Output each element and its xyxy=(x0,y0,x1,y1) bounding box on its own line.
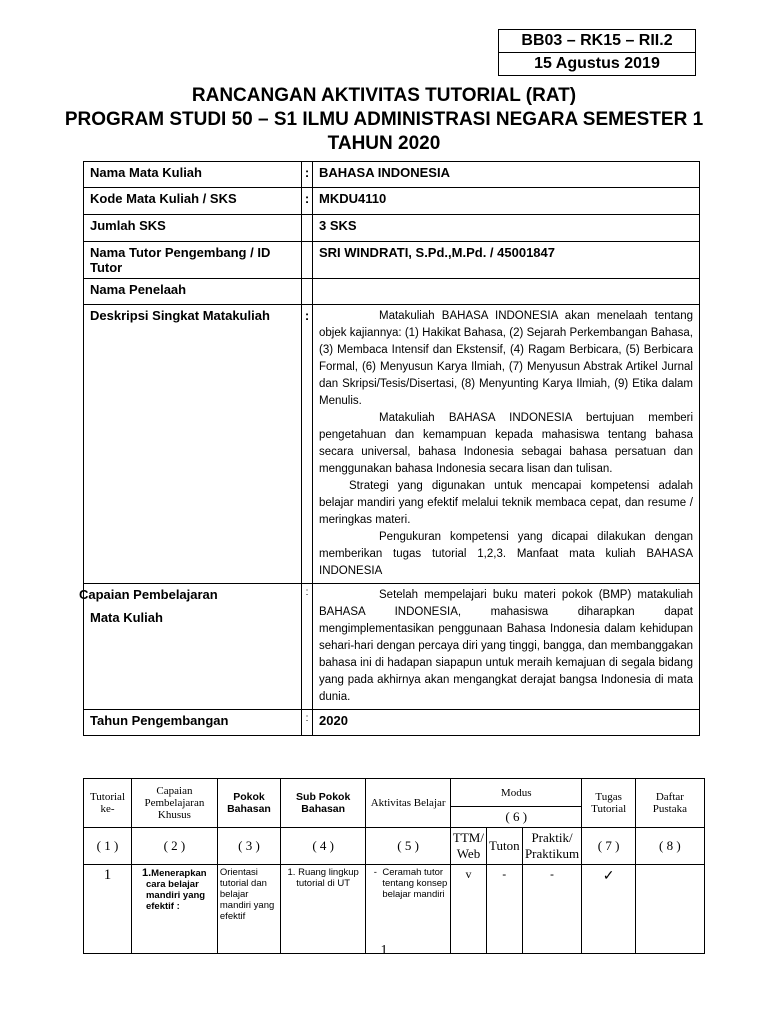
header-tutorial: Tutorial ke- xyxy=(84,779,132,828)
deskripsi-paragraph-4: Pengukuran kompetensi yang dicapai dilakukan dengan memberikan tugas tutorial 1,2,3. Manfaat mata kuliah BAHASA INDONESIA xyxy=(319,531,693,577)
row-kode xyxy=(84,188,700,215)
capaian-paragraph: Setelah mempelajari buku materi pokok (BMP) matakuliah BAHASA INDONESIA, mahasiswa diharapkan dapat mengimplementasikan penggunaan Bahasa Indonesia dalam kehidupan sehari-hari dengan percaya diri yang tinggi, bangga, dan membanggakan bahasa ini di hadapan siapapun untuk meraih kemajuan di segala bidang yang pada akhirnya akan mengangkat derajat bangsa Indonesia di mata dunia. xyxy=(319,589,693,703)
checkmark-icon: ✓ xyxy=(582,865,635,954)
colon: : xyxy=(302,162,313,188)
row-tahun xyxy=(84,710,700,736)
header-daftar: Daftar Pustaka xyxy=(635,779,704,828)
number-row xyxy=(84,828,705,865)
col-number-4: ( 4 ) xyxy=(281,828,366,865)
tutor-value: SRI WINDRATI, S.Pd.,M.Pd. / 45001847 xyxy=(313,242,700,279)
deskripsi-paragraph-3: Strategi yang digunakan untuk mencapai kompetensi adalah belajar mandiri yang efektif melalui teknik membaca cepat, dan resume / meringkas materi. xyxy=(319,480,693,526)
row-praktik: - xyxy=(522,865,582,954)
colon: : xyxy=(302,305,313,584)
row-capaian-text xyxy=(134,867,215,912)
header-capaian: Capaian Pembelajaran Khusus xyxy=(131,779,217,828)
header-tugas: Tugas Tutorial xyxy=(582,779,635,828)
row-capaian-number: 1. xyxy=(141,867,152,879)
tutorial-activity-table xyxy=(83,778,705,954)
deskripsi-paragraph-2: Matakuliah BAHASA INDONESIA bertujuan memberi pengetahuan dan kemampuan kepada mahasiswa tentang bahasa secara universal, bahasa Indonesia sebagai bahasa persatuan dan menggunakan bahasa Indonesia secara lisan dan tulisan. xyxy=(319,412,693,475)
capaian-label xyxy=(79,584,302,710)
course-info-table xyxy=(79,161,700,736)
kode-value: MKDU4110 xyxy=(313,188,700,215)
penelaah-value xyxy=(313,279,700,305)
deskripsi-value xyxy=(313,305,700,584)
title-line-3: TAHUN 2020 xyxy=(327,133,441,154)
capaian-value xyxy=(313,584,700,710)
nama-mk-label: Nama Mata Kuliah xyxy=(84,162,302,188)
sks-value: 3 SKS xyxy=(313,215,700,242)
title-line-2: PROGRAM STUDI 50 – S1 ILMU ADMINISTRASI NEGARA SEMESTER 1 xyxy=(64,109,704,130)
penelaah-label: Nama Penelaah xyxy=(84,279,302,305)
sks-label: Jumlah SKS xyxy=(84,215,302,242)
document-date: 15 Agustus 2019 xyxy=(499,52,695,75)
row-tutor xyxy=(84,242,700,279)
col-number-3: ( 3 ) xyxy=(217,828,280,865)
row-capaian xyxy=(84,584,700,710)
capaian-label-line-2: Mata Kuliah xyxy=(90,610,163,625)
tahun-value: 2020 xyxy=(313,710,700,736)
row-tutorial-number: 1 xyxy=(84,865,132,954)
row-tuton: - xyxy=(486,865,522,954)
header-sub-pokok: Sub Pokok Bahasan xyxy=(281,779,366,828)
tahun-label: Tahun Pengembangan xyxy=(84,710,302,736)
document-code: BB03 – RK15 – RII.2 xyxy=(521,32,673,49)
row-ttm: v xyxy=(450,865,486,954)
nama-mk-value: BAHASA INDONESIA xyxy=(313,162,700,188)
row-nama-mk xyxy=(84,162,700,188)
header-praktik: Praktik/ Praktikum xyxy=(522,828,582,865)
row-capaian xyxy=(131,865,217,954)
row-aktivitas xyxy=(366,865,451,954)
row-pokok: Orientasi tutorial dan belajar mandiri yang efektif xyxy=(217,865,280,954)
header-pokok: Pokok Bahasan xyxy=(217,779,280,828)
capaian-label-line-1: Capaian Pembelajaran xyxy=(79,587,218,602)
col-number-7: ( 7 ) xyxy=(582,828,635,865)
col-number-5: ( 5 ) xyxy=(366,828,451,865)
tutor-label: Nama Tutor Pengembang / ID Tutor xyxy=(84,242,302,279)
row-capaian-label: Menerapkan cara belajar mandiri yang efektif : xyxy=(145,868,207,912)
colon-empty xyxy=(302,215,313,242)
row-deskripsi xyxy=(84,305,700,584)
col-number-8: ( 8 ) xyxy=(635,828,704,865)
header-row-1 xyxy=(84,779,705,807)
colon: : xyxy=(302,710,313,736)
bullet: - xyxy=(373,867,377,878)
header-ttm: TTM/ Web xyxy=(450,828,486,865)
page-number: 1 xyxy=(380,943,388,958)
row-sub-pokok: 1. Ruang lingkup tutorial di UT xyxy=(281,865,366,954)
col-number-1: ( 1 ) xyxy=(84,828,132,865)
row-daftar xyxy=(635,865,704,954)
colon: : xyxy=(302,584,313,710)
row-penelaah xyxy=(84,279,700,305)
colon-empty xyxy=(302,242,313,279)
header-modus: Modus xyxy=(450,779,582,807)
colon-empty xyxy=(302,279,313,305)
table-row xyxy=(84,865,705,954)
header-aktivitas: Aktivitas Belajar xyxy=(366,779,451,828)
kode-label: Kode Mata Kuliah / SKS xyxy=(84,188,302,215)
header-modus-number: ( 6 ) xyxy=(450,807,582,828)
deskripsi-paragraph-1: Matakuliah BAHASA INDONESIA akan menelaah tentang objek kajiannya: (1) Hakikat Bahasa, (2) Sejarah Perkembangan Bahasa, (3) Membaca Intensif dan Ekstensif, (4) Ragam Berbicara, (5) Berbicara Formal, (6) Menyusun Karya Ilmiah, (7) Menyusun Abstrak Artikel Jurnal dan Skripsi/Tesis/Disertasi, (8) Menyunting Karya Ilmiah, (9) Etika dalam Menulis. xyxy=(319,310,693,407)
row-sks xyxy=(84,215,700,242)
row-aktivitas-text: Ceramah tutor tentang konsep belajar mandiri xyxy=(382,867,448,900)
title-line-1: RANCANGAN AKTIVITAS TUTORIAL (RAT) xyxy=(191,85,577,106)
header-tuton: Tuton xyxy=(486,828,522,865)
colon: : xyxy=(302,188,313,215)
row-aktivitas-item xyxy=(368,867,448,900)
document-code-box xyxy=(498,29,696,76)
col-number-2: ( 2 ) xyxy=(131,828,217,865)
deskripsi-label: Deskripsi Singkat Matakuliah xyxy=(84,305,302,584)
